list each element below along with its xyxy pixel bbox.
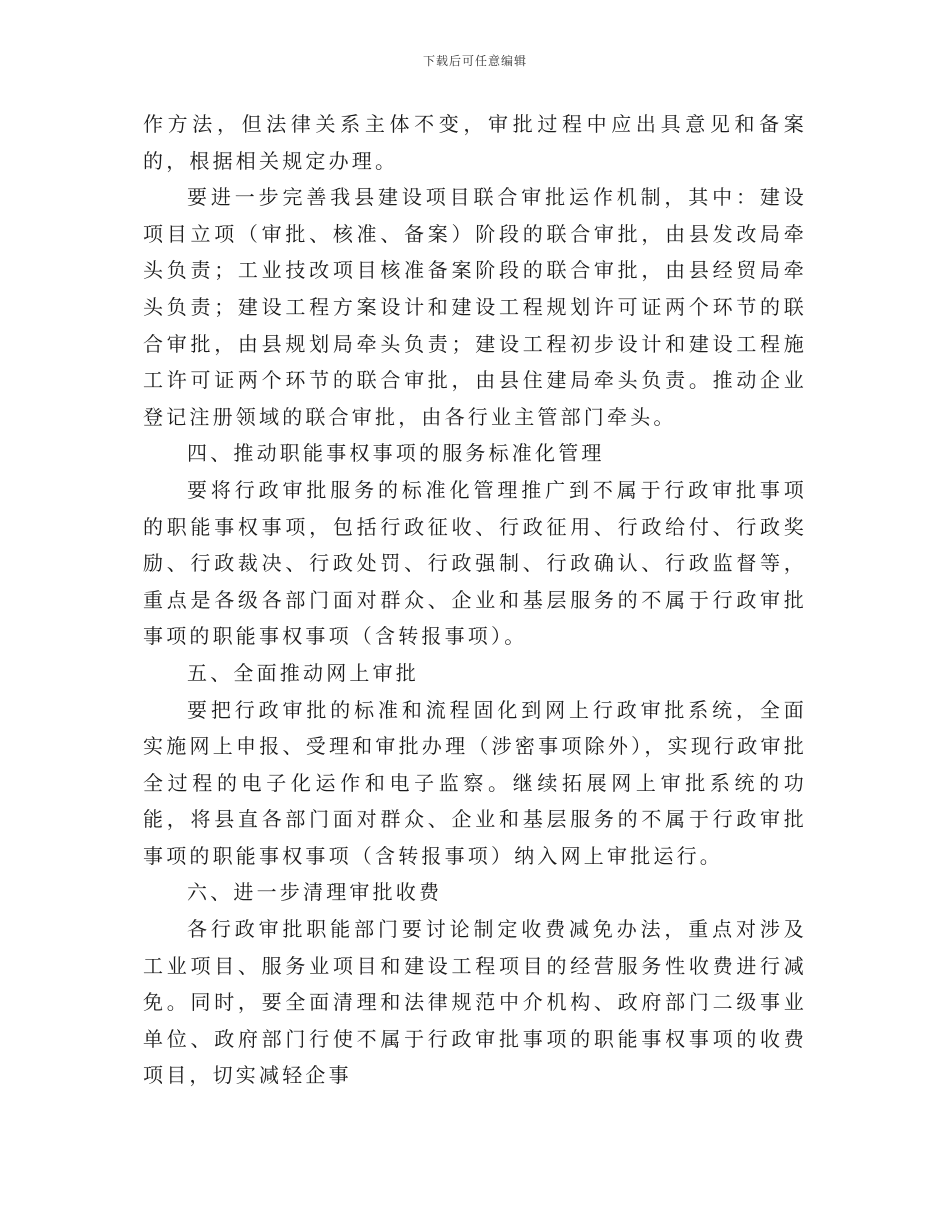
paragraph-online-approval: 要把行政审批的标准和流程固化到网上行政审批系统，全面实施网上申报、受理和审批办理（涉密事项除外），实现行政审批全过程的电子化运作和电子监察。继续拓展网上审批系统的功能，将县直各部门面对群众、企业和基层服务的不属于行政审批事项的职能事权事项（含转报事项）纳入网上审批运行。: [143, 697, 807, 868]
paragraph-continuation: 作方法，但法律关系主体不变，审批过程中应出具意见和备案的，根据相关规定办理。: [143, 112, 807, 173]
section-heading-5: 五、全面推动网上审批: [187, 660, 419, 685]
paragraph-fees: 各行政审批职能部门要讨论制定收费减免办法，重点对涉及工业项目、服务业项目和建设工程项目的经营服务性收费进行减免。同时，要全面清理和法律规范中介机构、政府部门二级事业单位、政府部门行使不属于行政审批事项的职能事权事项的收费项目，切实减轻企事: [143, 917, 807, 1088]
section-heading-6: 六、进一步清理审批收费: [187, 880, 443, 905]
paragraph-joint-approval: 要进一步完善我县建设项目联合审批运作机制，其中：建设项目立项（审批、核准、备案）阶段的联合审批，由县发改局牵头负责；工业技改项目核准备案阶段的联合审批，由县经贸局牵头负责；建设工程方案设计和建设工程规划许可证两个环节的联合审批，由县规划局牵头负责；建设工程初步设计和建设工程施工许可证两个环节的联合审批，由县住建局牵头负责。推动企业登记注册领域的联合审批，由各行业主管部门牵头。: [143, 185, 807, 429]
section-heading-4: 四、推动职能事权事项的服务标准化管理: [187, 441, 605, 466]
page-header: 下载后可任意编辑: [422, 54, 527, 68]
document-body: [143, 106, 807, 1094]
paragraph-standardization: 要将行政审批服务的标准化管理推广到不属于行政审批事项的职能事权事项，包括行政征收、行政征用、行政给付、行政奖励、行政裁决、行政处罚、行政强制、行政确认、行政监督等，重点是各级各部门面对群众、企业和基层服务的不属于行政审批事项的职能事权事项（含转报事项）。: [143, 477, 807, 649]
